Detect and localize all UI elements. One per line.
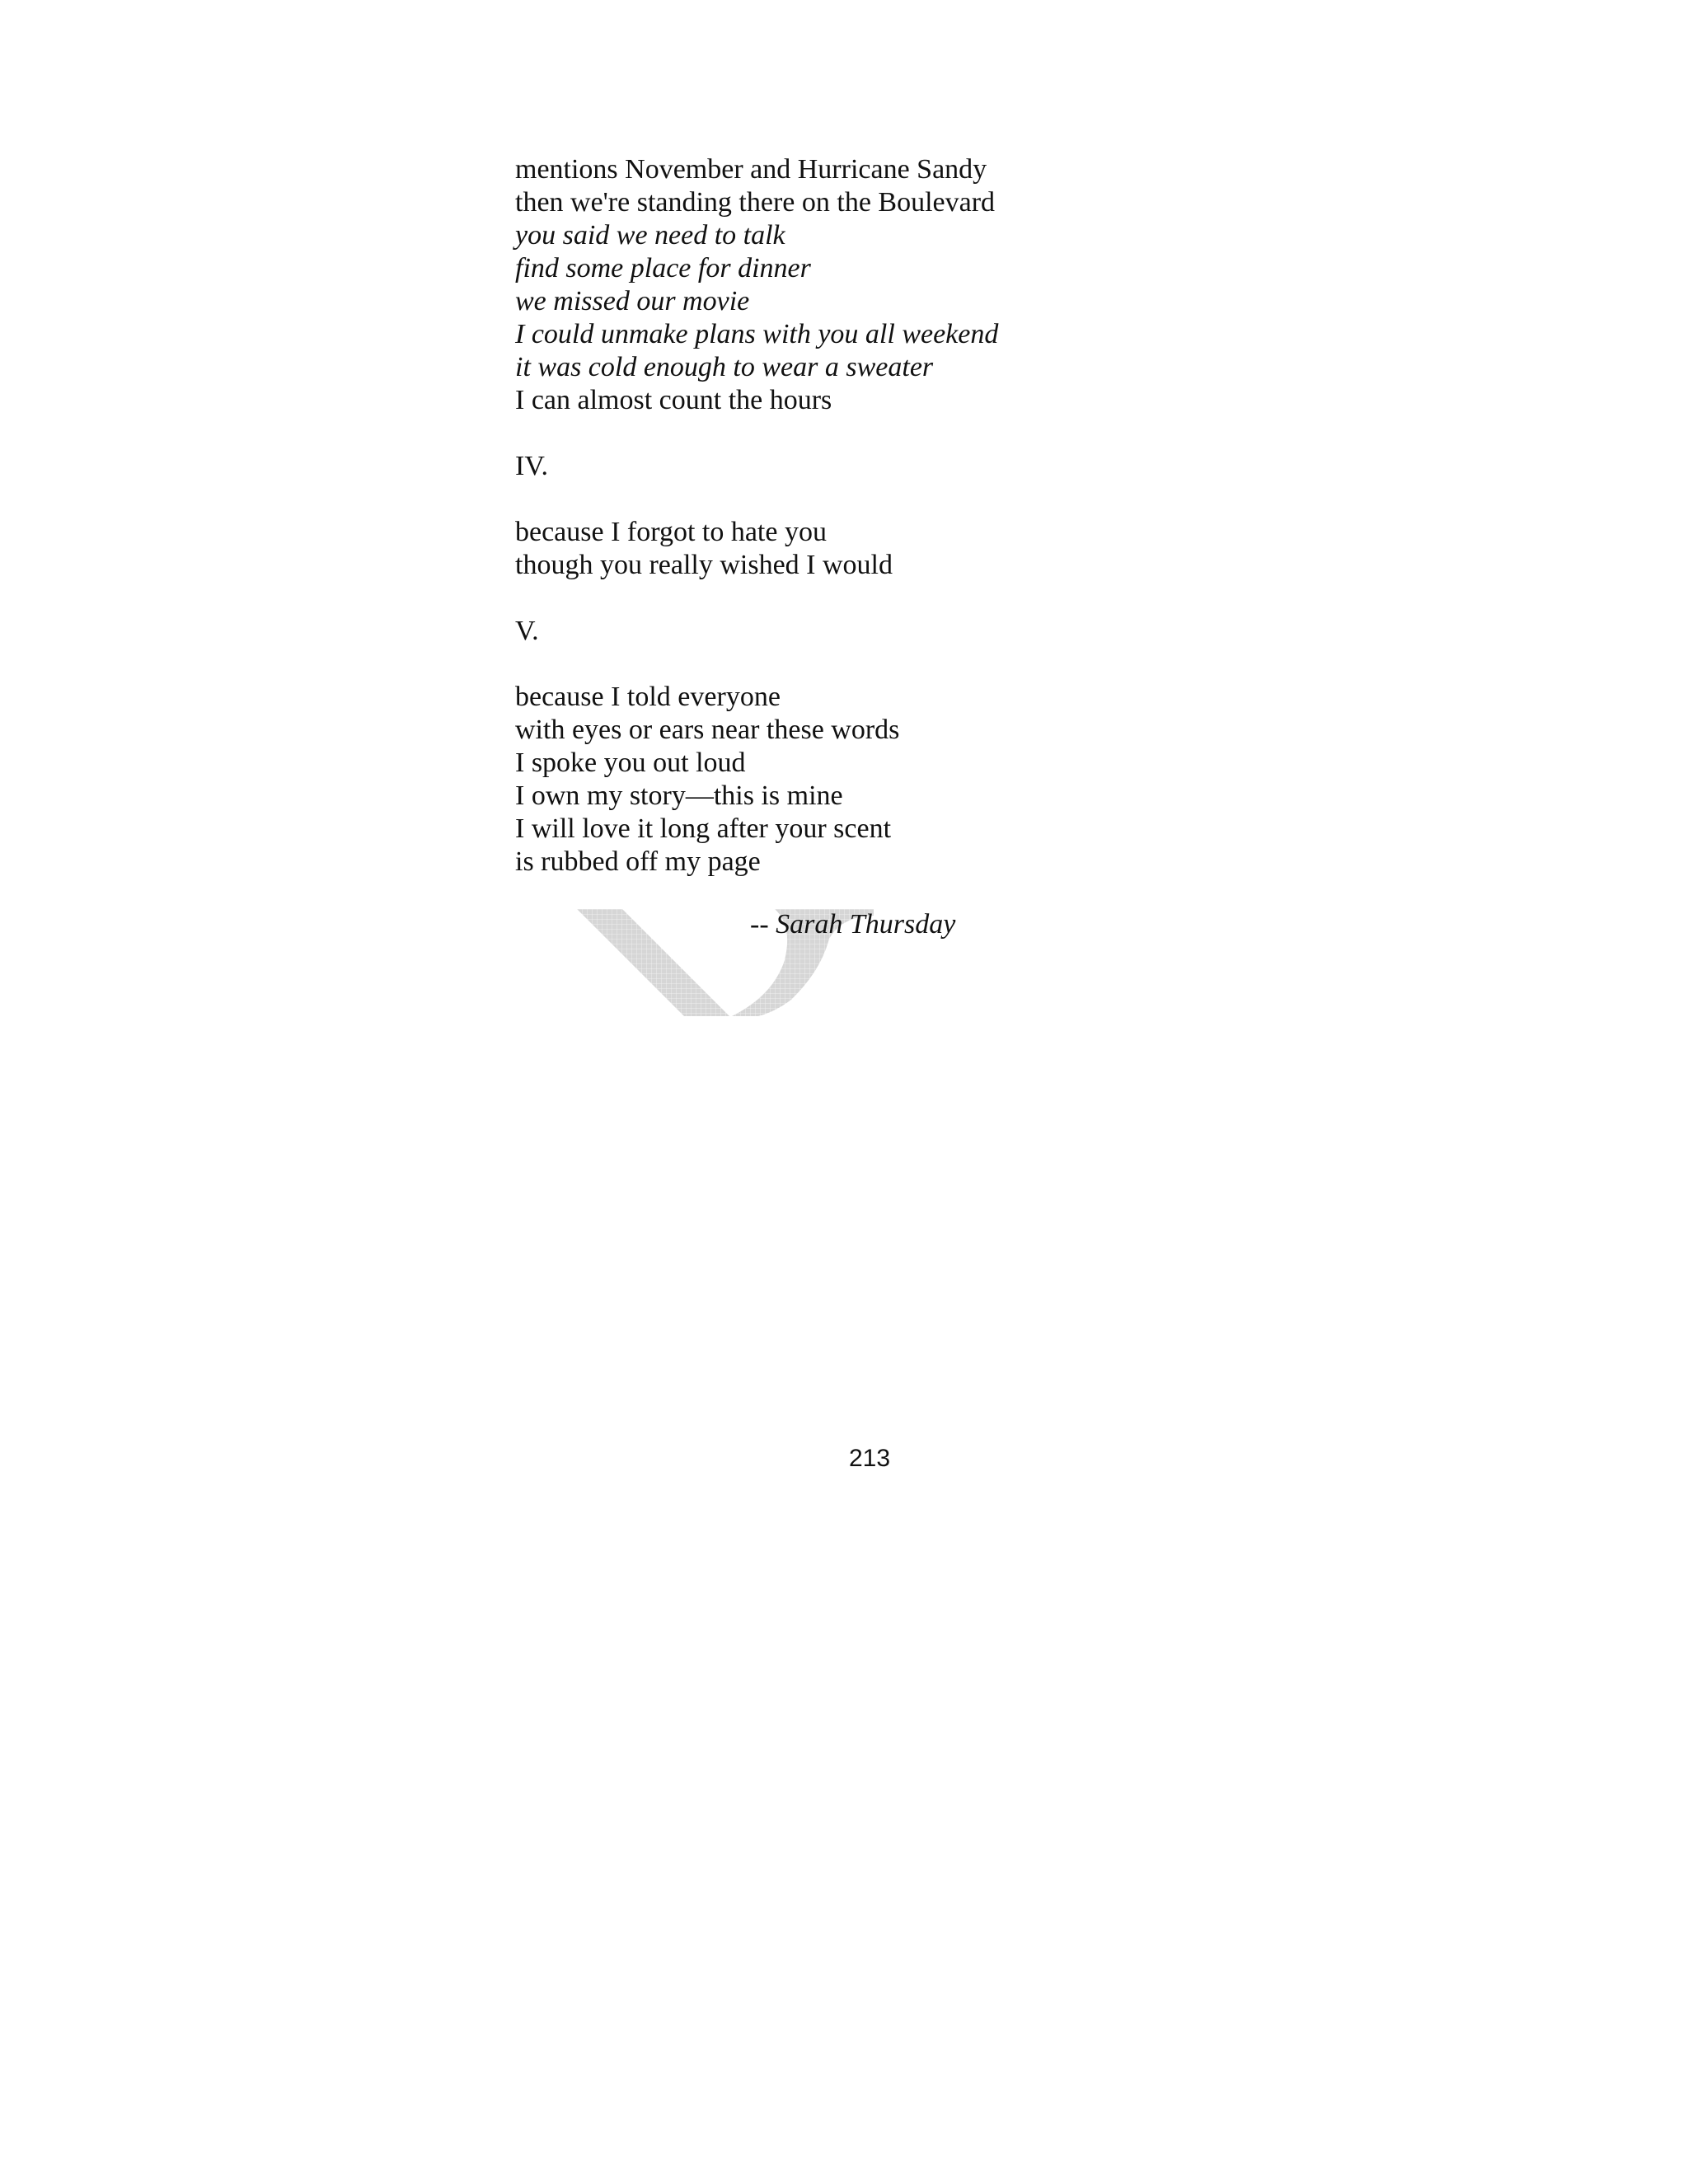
poem-line: I can almost count the hours [515,385,832,415]
poem-line-italic: you said we need to talk [515,220,785,251]
stanza-gap [515,483,1158,516]
section-heading-iv: IV. [515,451,548,481]
poem-body [515,153,1158,879]
stanza-gap [515,582,1158,615]
poem-line-italic: I could unmake plans with you all weekend [515,319,999,349]
signature-dash: -- [750,909,776,940]
poem-signature [750,908,955,941]
watermark-stroke-left [577,909,729,1016]
poem-line: I will love it long after your scent [515,813,892,844]
poem-line-italic: find some place for dinner [515,253,811,284]
poem-line: because I forgot to hate you [515,517,827,547]
poem-line: is rubbed off my page [515,846,761,877]
poem-line-italic: it was cold enough to wear a sweater [515,352,934,382]
author-name: Sarah Thursday [776,909,956,940]
poem-line: I own my story—this is mine [515,780,843,811]
stanza-gap [515,417,1158,450]
stanza-gap [515,648,1158,681]
section-heading-v: V. [515,616,539,646]
poem-line: because I told everyone [515,682,781,712]
poem-line-italic: we missed our movie [515,286,750,316]
page-number: 213 [848,1445,891,1472]
poem-line: with eyes or ears near these words [515,715,900,745]
poem-line: then we're standing there on the Boulevard [515,187,996,218]
poem-line: though you really wished I would [515,550,893,580]
poem-line: mentions November and Hurricane Sandy [515,154,987,185]
poem-line: I spoke you out loud [515,748,746,778]
